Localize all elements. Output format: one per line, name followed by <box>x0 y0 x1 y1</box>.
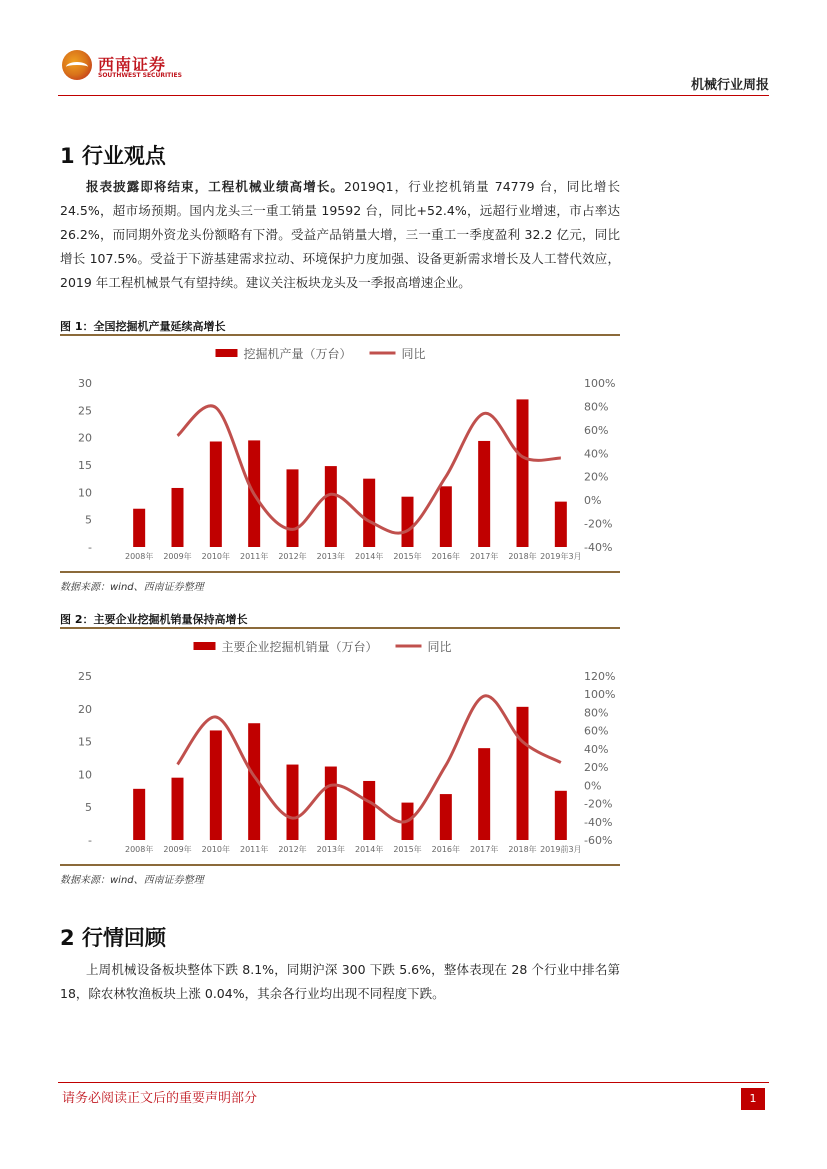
paragraph-lead: 报表披露即将结束，工程机械业绩高增长。 <box>86 179 344 194</box>
bar-2017年 <box>478 441 490 547</box>
right-axis-tick-label: -20% <box>584 517 613 531</box>
left-axis-tick-label: 30 <box>78 377 92 390</box>
left-axis-tick-label: 5 <box>85 513 92 527</box>
right-axis-tick-label: -60% <box>584 834 613 847</box>
x-axis-tick-label: 2018年 <box>508 552 537 561</box>
bar-2018年 <box>517 707 529 840</box>
logo-english-name: SOUTHWEST SECURITIES <box>98 72 182 79</box>
x-axis-tick-label: 2016年 <box>431 845 461 854</box>
bar-2014年 <box>363 479 375 547</box>
x-axis-tick-label: 2009年 <box>163 845 192 854</box>
paragraph-body: 2019Q1，行业挖机销量 74779 台，同比增长 24.5%，超市场预期。国内龙头三一重工销量 19592 台，同比+52.4%，远超行业增速，市占率达 26.2%，而同期外资龙头份额略有下滑。受益产品销量大增，三一重工一季度盈利 32.2 亿元，同比增长 107.5%。受益于下游基建需求拉动、环境保护力度加强、设备更新需求增长及人工替代效应，2019 年工程机械景气有望持续。建议关注板块龙头及一季报高增速企业。 <box>60 179 620 290</box>
bar-2008年 <box>133 789 145 840</box>
left-axis-tick-label: 20 <box>78 702 92 716</box>
figure-2-source: 数据来源：wind、西南证券整理 <box>60 875 204 886</box>
bar-2014年 <box>363 781 375 840</box>
logo-chinese-name: 西南证券 <box>98 55 167 74</box>
bar-2010年 <box>210 730 222 840</box>
left-axis-tick-label: - <box>88 541 92 554</box>
x-axis-tick-label: 2017年 <box>469 552 499 561</box>
bar-2009年 <box>172 778 184 840</box>
left-axis-tick-label: 10 <box>78 486 92 500</box>
legend-bar-label: 挖掘机产量（万台） <box>243 347 352 361</box>
figure-1-title: 图 1：全国挖掘机产量延续高增长 <box>60 320 226 333</box>
section-1-paragraph <box>60 175 620 295</box>
bar-2013年 <box>325 767 337 840</box>
right-axis-tick-label: -20% <box>584 797 613 811</box>
bar-2012年 <box>287 765 299 840</box>
x-axis-tick-label: 2011年 <box>239 552 269 561</box>
page-number: 1 <box>741 1088 765 1110</box>
x-axis-tick-label: 2011年 <box>239 845 269 854</box>
bar-2010年 <box>210 441 222 547</box>
legend-bar-swatch <box>194 642 216 650</box>
right-axis-tick-label: -40% <box>584 541 613 554</box>
right-axis-tick-label: 120% <box>584 670 616 683</box>
right-axis-tick-label: 40% <box>584 447 609 461</box>
x-axis-tick-label: 2019前3月 <box>540 845 582 854</box>
logo-emblem-icon <box>62 50 92 80</box>
right-axis-tick-label: 20% <box>584 470 609 484</box>
section-2-paragraph: 上周机械设备板块整体下跌 8.1%，同期沪深 300 下跌 5.6%，整体表现在 28 个行业中排名第 18，除农林牧渔板块上涨 0.04%，其余各行业均出现不同程度下跌。 <box>60 962 620 1001</box>
header-divider <box>58 95 769 96</box>
right-axis-tick-label: 60% <box>584 724 609 738</box>
x-axis-tick-label: 2016年 <box>431 552 461 561</box>
yoy-line-series <box>178 696 561 822</box>
right-axis-tick-label: 20% <box>584 761 609 775</box>
left-axis-tick-label: 15 <box>78 459 92 472</box>
figure-2-bottom-rule <box>60 864 620 866</box>
bar-2016年 <box>440 794 452 840</box>
right-axis-tick-label: 100% <box>584 377 616 390</box>
x-axis-tick-label: 2014年 <box>354 552 384 561</box>
x-axis-tick-label: 2012年 <box>278 552 307 561</box>
left-axis-tick-label: 10 <box>78 768 92 782</box>
x-axis-tick-label: 2018年 <box>508 845 537 854</box>
x-axis-tick-label: 2009年 <box>163 552 192 561</box>
right-axis-tick-label: 40% <box>584 742 609 756</box>
x-axis-tick-label: 2015年 <box>393 552 422 561</box>
right-axis-tick-label: 80% <box>584 400 609 414</box>
x-axis-tick-label: 2008年 <box>124 845 154 854</box>
chart-legend <box>216 346 426 361</box>
figure-2-chart <box>60 629 620 863</box>
footer-disclaimer: 请务必阅读正文后的重要声明部分 <box>62 1091 258 1106</box>
left-axis-tick-label: 25 <box>78 670 92 683</box>
x-axis-tick-label: 2013年 <box>316 552 346 561</box>
right-axis-tick-label: 80% <box>584 706 609 720</box>
right-axis-tick-label: 0% <box>584 494 602 508</box>
bar-2016年 <box>440 486 452 547</box>
bar-2015年 <box>402 497 414 547</box>
x-axis-tick-label: 2012年 <box>278 845 307 854</box>
report-title: 机械行业周报 <box>690 78 769 93</box>
section-2-heading: 2 行情回顾 <box>60 926 166 950</box>
x-axis-tick-label: 2008年 <box>124 552 154 561</box>
x-axis-tick-label: 2017年 <box>469 845 499 854</box>
legend-bar-label: 主要企业挖掘机销量（万台） <box>221 640 378 654</box>
bar-2013年 <box>325 466 337 547</box>
bar-2012年 <box>287 469 299 547</box>
bar-2019年3月 <box>555 502 567 547</box>
figure-2-title: 图 2：主要企业挖掘机销量保持高增长 <box>60 613 248 626</box>
brand-logo <box>62 50 182 86</box>
left-axis-tick-label: - <box>88 834 92 847</box>
right-axis-tick-label: 0% <box>584 779 602 793</box>
left-axis-tick-label: 20 <box>78 431 92 445</box>
figure-1-source: 数据来源：wind、西南证券整理 <box>60 582 204 593</box>
left-axis-tick-label: 15 <box>78 735 92 749</box>
legend-bar-swatch <box>216 349 238 357</box>
bar-2017年 <box>478 748 490 840</box>
bar-2009年 <box>172 488 184 547</box>
section-1-heading: 1 行业观点 <box>60 144 166 168</box>
chart-legend <box>194 639 452 654</box>
bar-2018年 <box>517 399 529 547</box>
right-axis-tick-label: 60% <box>584 423 609 437</box>
bar-2019前3月 <box>555 791 567 840</box>
right-axis-tick-label: -40% <box>584 815 613 829</box>
footer-divider <box>58 1082 769 1083</box>
x-axis-tick-label: 2019年3月 <box>540 552 582 561</box>
left-axis-tick-label: 25 <box>78 404 92 418</box>
bar-2008年 <box>133 509 145 547</box>
x-axis-tick-label: 2010年 <box>201 552 231 561</box>
left-axis-tick-label: 5 <box>85 801 92 815</box>
x-axis-tick-label: 2010年 <box>201 845 231 854</box>
x-axis-tick-label: 2015年 <box>393 845 422 854</box>
x-axis-tick-label: 2013年 <box>316 845 346 854</box>
legend-line-label: 同比 <box>427 640 452 654</box>
x-axis-tick-label: 2014年 <box>354 845 384 854</box>
right-axis-tick-label: 100% <box>584 688 616 702</box>
figure-1-bottom-rule <box>60 571 620 573</box>
figure-1-chart <box>60 336 620 570</box>
legend-line-label: 同比 <box>401 347 426 361</box>
